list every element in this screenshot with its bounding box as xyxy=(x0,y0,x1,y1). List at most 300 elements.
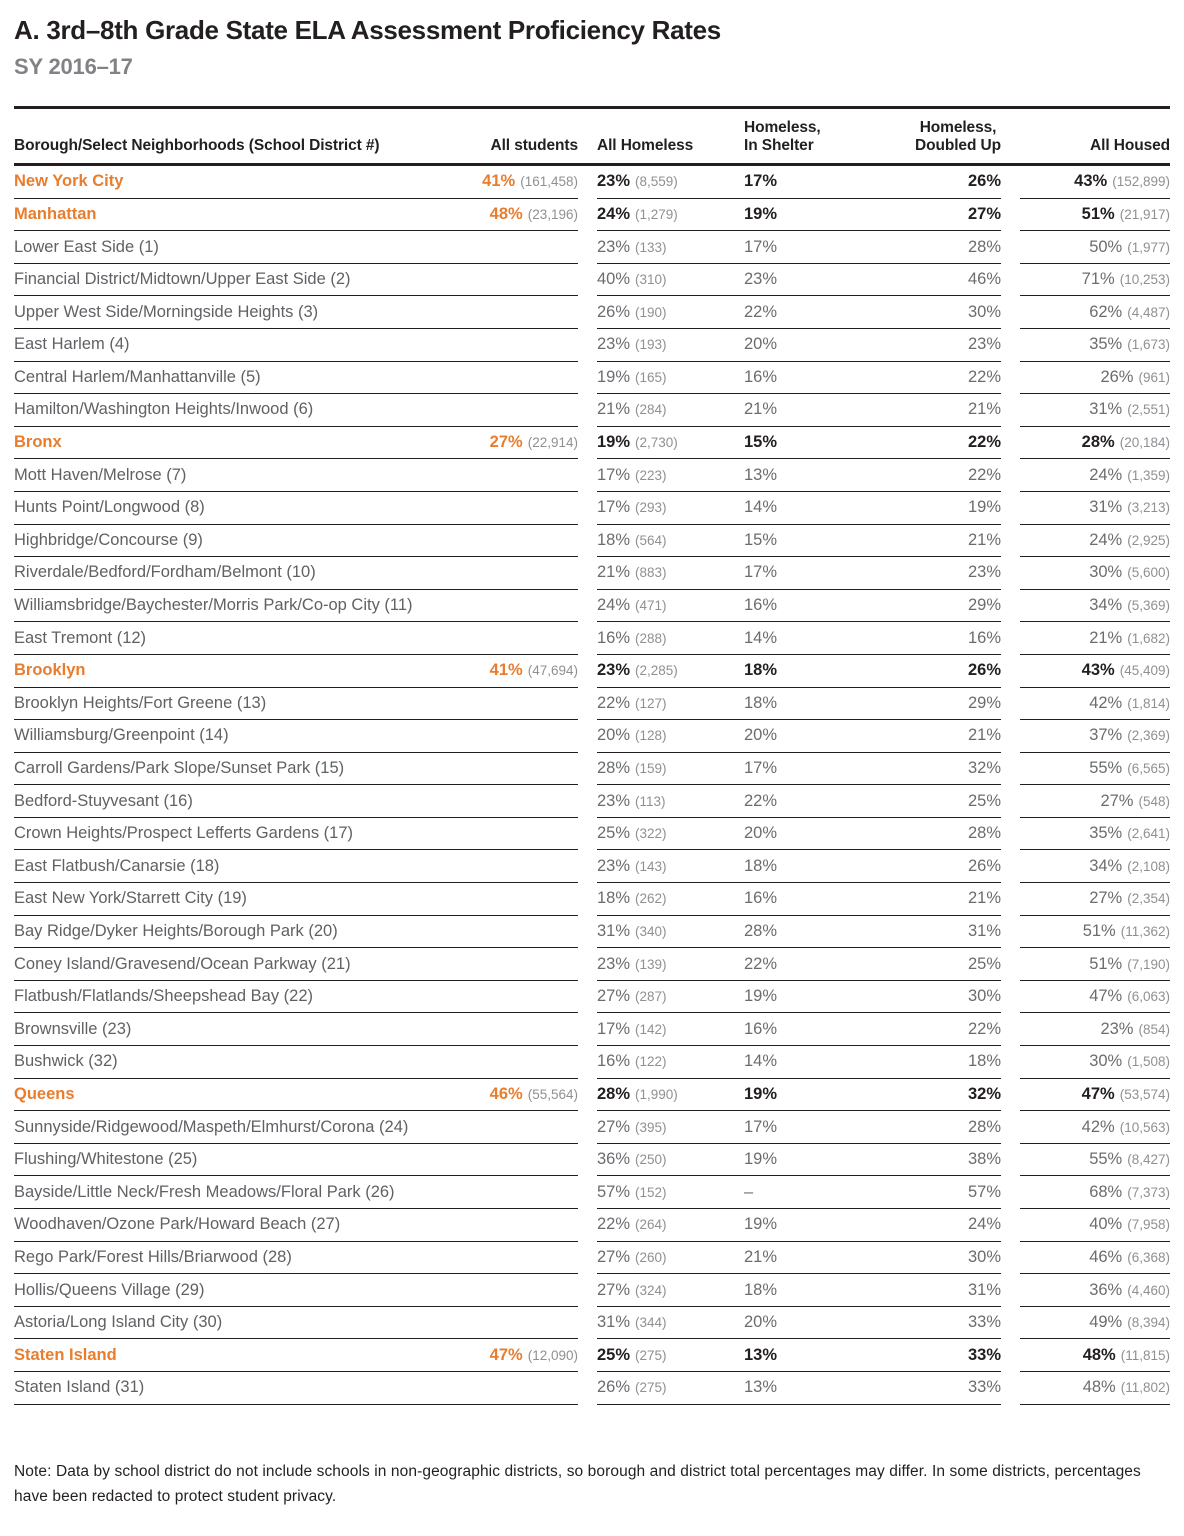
doubled-up-pct: 25% xyxy=(967,954,1001,973)
table-row xyxy=(14,1242,1170,1275)
all-housed-cell xyxy=(1089,857,1170,876)
column-gap xyxy=(1001,1372,1020,1405)
in-shelter-pct: 17% xyxy=(744,1117,778,1136)
all-homeless-cell xyxy=(597,1020,744,1039)
column-gap xyxy=(1001,427,1020,460)
all-homeless-count: (127) xyxy=(635,695,667,711)
column-gap xyxy=(578,916,597,949)
in-shelter-cell xyxy=(744,433,862,452)
doubled-up-cell xyxy=(862,433,1001,452)
all-housed-cell xyxy=(1089,759,1170,778)
all-homeless-pct: 16% xyxy=(597,1052,631,1071)
doubled-up-cell xyxy=(862,563,1001,582)
column-gap xyxy=(1001,720,1020,753)
column-gap xyxy=(578,1242,597,1275)
row-label: Crown Heights/Prospect Lefferts Gardens (17) xyxy=(14,824,354,843)
all-housed-count: (1,977) xyxy=(1127,239,1170,255)
all-housed-count: (548) xyxy=(1138,793,1170,809)
all-homeless-cell xyxy=(597,1378,744,1397)
table-body xyxy=(14,166,1170,1405)
in-shelter-cell xyxy=(744,1215,862,1234)
all-housed-cell xyxy=(1082,270,1170,289)
column-header-in-shelter xyxy=(744,119,862,155)
column-gap xyxy=(578,231,597,264)
in-shelter-pct: 14% xyxy=(744,628,778,647)
in-shelter-cell xyxy=(744,596,862,615)
row-label: Flushing/Whitestone (25) xyxy=(14,1150,198,1169)
all-housed-pct: 30% xyxy=(1089,563,1123,582)
table-row xyxy=(14,850,1170,883)
all-homeless-cell xyxy=(597,400,744,419)
doubled-up-cell xyxy=(862,1215,1001,1234)
doubled-up-cell xyxy=(862,1020,1001,1039)
all-housed-count: (20,184) xyxy=(1119,435,1170,451)
all-homeless-pct: 40% xyxy=(597,270,631,289)
header-line: Doubled Up xyxy=(915,137,1001,155)
column-gap xyxy=(578,1176,597,1209)
table-row xyxy=(14,362,1170,395)
all-housed-count: (1,359) xyxy=(1127,467,1170,483)
doubled-up-cell xyxy=(862,629,1001,648)
all-homeless-pct: 31% xyxy=(597,1313,631,1332)
in-shelter-pct: 16% xyxy=(744,367,778,386)
in-shelter-cell xyxy=(744,238,862,257)
doubled-up-pct: 33% xyxy=(967,1313,1001,1332)
in-shelter-cell xyxy=(744,1281,862,1300)
in-shelter-pct: 15% xyxy=(744,530,778,549)
all-homeless-pct: 21% xyxy=(597,400,631,419)
all-housed-pct: 40% xyxy=(1089,1215,1123,1234)
doubled-up-pct: 22% xyxy=(967,465,1001,484)
in-shelter-pct: 18% xyxy=(744,661,778,680)
table-row xyxy=(14,818,1170,851)
all-homeless-pct: 28% xyxy=(597,1084,631,1103)
all-homeless-pct: 24% xyxy=(597,596,631,615)
in-shelter-cell xyxy=(744,1313,862,1332)
row-label: East New York/Starrett City (19) xyxy=(14,889,247,908)
in-shelter-cell xyxy=(744,1378,862,1397)
row-label: Hamilton/Washington Heights/Inwood (6) xyxy=(14,400,314,419)
in-shelter-cell xyxy=(744,824,862,843)
doubled-up-cell xyxy=(862,792,1001,811)
all-students-count: (12,090) xyxy=(527,1347,578,1363)
column-gap xyxy=(1001,329,1020,362)
all-homeless-count: (275) xyxy=(635,1380,667,1396)
table-row xyxy=(14,916,1170,949)
in-shelter-cell xyxy=(744,792,862,811)
all-homeless-pct: 18% xyxy=(597,530,631,549)
doubled-up-pct: 19% xyxy=(967,498,1001,517)
row-label: Hunts Point/Longwood (8) xyxy=(14,498,205,517)
all-homeless-cell xyxy=(597,368,744,387)
in-shelter-cell xyxy=(744,661,862,680)
all-homeless-pct: 16% xyxy=(597,628,631,647)
doubled-up-pct: 32% xyxy=(967,759,1001,777)
in-shelter-pct: – xyxy=(744,1182,754,1201)
all-housed-pct: 34% xyxy=(1089,596,1123,615)
row-label: Woodhaven/Ozone Park/Howard Beach (27) xyxy=(14,1215,341,1234)
all-homeless-cell xyxy=(597,596,744,615)
column-gap xyxy=(578,1274,597,1307)
all-housed-pct: 36% xyxy=(1089,1280,1123,1299)
all-housed-pct: 55% xyxy=(1089,1150,1123,1169)
all-housed-pct: 35% xyxy=(1089,335,1123,354)
all-housed-pct: 27% xyxy=(1100,791,1134,810)
all-homeless-pct: 36% xyxy=(597,1150,631,1169)
doubled-up-cell xyxy=(862,1085,1001,1104)
table-row xyxy=(14,1274,1170,1307)
doubled-up-cell xyxy=(862,303,1001,322)
in-shelter-pct: 22% xyxy=(744,954,778,973)
column-gap xyxy=(578,850,597,883)
in-shelter-pct: 16% xyxy=(744,596,778,615)
row-label: Astoria/Long Island City (30) xyxy=(14,1313,223,1332)
in-shelter-pct: 17% xyxy=(744,237,778,256)
all-homeless-count: (113) xyxy=(635,793,666,809)
all-housed-pct: 30% xyxy=(1089,1052,1123,1071)
all-housed-cell xyxy=(1089,335,1170,354)
all-housed-pct: 24% xyxy=(1089,465,1123,484)
in-shelter-pct: 21% xyxy=(744,400,778,419)
table-row xyxy=(14,264,1170,297)
in-shelter-cell xyxy=(744,172,862,191)
all-housed-cell xyxy=(1074,172,1170,191)
in-shelter-cell xyxy=(744,1183,862,1202)
in-shelter-pct: 22% xyxy=(744,302,778,321)
doubled-up-cell xyxy=(862,1150,1001,1169)
all-students-cell xyxy=(490,205,578,224)
all-housed-pct: 47% xyxy=(1089,987,1123,1006)
all-housed-count: (7,190) xyxy=(1127,956,1170,972)
in-shelter-cell xyxy=(744,955,862,974)
all-housed-cell xyxy=(1100,368,1170,387)
column-gap xyxy=(1001,981,1020,1014)
doubled-up-pct: 25% xyxy=(967,791,1001,810)
table-row xyxy=(14,622,1170,655)
row-label: Upper West Side/Morningside Heights (3) xyxy=(14,302,319,321)
column-gap xyxy=(1001,688,1020,721)
all-homeless-cell xyxy=(597,1281,744,1300)
all-homeless-cell xyxy=(597,563,744,582)
all-homeless-cell xyxy=(597,303,744,322)
all-homeless-count: (293) xyxy=(635,500,667,516)
all-homeless-pct: 19% xyxy=(597,433,631,452)
all-homeless-cell xyxy=(597,1248,744,1267)
doubled-up-cell xyxy=(862,922,1001,941)
all-homeless-pct: 20% xyxy=(597,726,631,745)
in-shelter-cell xyxy=(744,922,862,941)
all-students-pct: 46% xyxy=(489,1084,523,1103)
all-homeless-pct: 25% xyxy=(597,824,631,843)
table-row xyxy=(14,1079,1170,1112)
all-housed-count: (4,487) xyxy=(1127,304,1170,320)
all-homeless-cell xyxy=(597,238,744,257)
in-shelter-pct: 15% xyxy=(744,433,778,452)
column-gap xyxy=(578,525,597,558)
doubled-up-cell xyxy=(862,596,1001,615)
table-row xyxy=(14,948,1170,981)
column-gap xyxy=(1001,655,1020,688)
in-shelter-pct: 22% xyxy=(744,791,778,810)
all-housed-pct: 23% xyxy=(1100,1019,1134,1038)
table-row xyxy=(14,1144,1170,1177)
column-gap xyxy=(578,688,597,721)
doubled-up-cell xyxy=(862,466,1001,485)
doubled-up-pct: 28% xyxy=(967,824,1001,843)
all-homeless-cell xyxy=(597,1183,744,1202)
all-housed-count: (1,508) xyxy=(1127,1054,1170,1070)
all-housed-cell xyxy=(1089,238,1170,257)
row-label: Bronx xyxy=(14,433,62,452)
all-homeless-cell xyxy=(597,629,744,648)
all-housed-cell xyxy=(1089,466,1170,485)
all-housed-pct: 43% xyxy=(1081,661,1115,680)
row-label: Bay Ridge/Dyker Heights/Borough Park (20) xyxy=(14,921,338,940)
all-housed-count: (1,682) xyxy=(1127,630,1170,646)
doubled-up-cell xyxy=(862,824,1001,843)
table-row xyxy=(14,459,1170,492)
doubled-up-pct: 27% xyxy=(967,204,1001,223)
all-housed-pct: 55% xyxy=(1089,759,1123,777)
doubled-up-pct: 21% xyxy=(967,889,1001,908)
row-label: Staten Island (31) xyxy=(14,1378,145,1397)
row-label: Manhattan xyxy=(14,204,97,223)
doubled-up-pct: 33% xyxy=(967,1345,1001,1364)
all-students-cell xyxy=(490,1085,578,1104)
all-homeless-count: (284) xyxy=(635,402,667,418)
column-gap xyxy=(578,948,597,981)
all-students-count: (55,564) xyxy=(527,1086,578,1102)
all-housed-count: (6,063) xyxy=(1127,989,1170,1005)
table-row xyxy=(14,296,1170,329)
all-housed-count: (2,641) xyxy=(1127,826,1170,842)
doubled-up-pct: 23% xyxy=(967,563,1001,582)
in-shelter-pct: 14% xyxy=(744,498,778,517)
table-row xyxy=(14,492,1170,525)
in-shelter-pct: 19% xyxy=(744,204,778,223)
all-housed-count: (2,369) xyxy=(1127,728,1170,744)
all-housed-count: (2,551) xyxy=(1127,402,1170,418)
all-housed-count: (6,368) xyxy=(1127,1249,1170,1265)
column-gap xyxy=(1001,459,1020,492)
all-homeless-pct: 22% xyxy=(597,1215,631,1234)
in-shelter-pct: 13% xyxy=(744,1378,778,1397)
all-homeless-pct: 27% xyxy=(597,987,631,1006)
all-homeless-pct: 26% xyxy=(597,302,631,321)
table-row xyxy=(14,427,1170,460)
all-housed-pct: 48% xyxy=(1082,1345,1116,1364)
table-row xyxy=(14,166,1170,199)
column-gap xyxy=(578,622,597,655)
all-homeless-cell xyxy=(597,1313,744,1332)
table-row xyxy=(14,655,1170,688)
all-housed-count: (2,925) xyxy=(1127,532,1170,548)
all-housed-count: (2,354) xyxy=(1127,891,1170,907)
column-gap xyxy=(578,264,597,297)
column-gap xyxy=(578,818,597,851)
doubled-up-pct: 32% xyxy=(967,1084,1001,1103)
row-label: East Tremont (12) xyxy=(14,628,147,647)
all-housed-pct: 27% xyxy=(1089,889,1123,908)
in-shelter-cell xyxy=(744,1052,862,1071)
in-shelter-cell xyxy=(744,531,862,550)
row-label: Brownsville (23) xyxy=(14,1019,132,1038)
row-label: Bedford-Stuyvesant (16) xyxy=(14,791,193,810)
in-shelter-cell xyxy=(744,694,862,713)
all-housed-count: (11,815) xyxy=(1120,1347,1170,1363)
row-label: Coney Island/Gravesend/Ocean Parkway (21) xyxy=(14,954,351,973)
in-shelter-cell xyxy=(744,1118,862,1137)
table-row xyxy=(14,753,1170,786)
all-homeless-cell xyxy=(597,922,744,941)
doubled-up-pct: 23% xyxy=(967,335,1001,354)
row-label: Financial District/Midtown/Upper East Side (2) xyxy=(14,270,351,289)
all-housed-count: (152,899) xyxy=(1112,174,1170,190)
column-gap xyxy=(1001,199,1020,232)
all-housed-count: (5,600) xyxy=(1127,565,1170,581)
all-students-count: (161,458) xyxy=(520,174,578,190)
column-gap xyxy=(1001,883,1020,916)
all-housed-cell xyxy=(1089,498,1170,517)
all-homeless-count: (344) xyxy=(635,1315,667,1331)
column-gap xyxy=(578,785,597,818)
all-homeless-count: (395) xyxy=(635,1119,667,1135)
all-housed-count: (854) xyxy=(1138,1021,1170,1037)
doubled-up-pct: 22% xyxy=(967,1019,1001,1038)
all-homeless-count: (159) xyxy=(635,761,667,776)
column-gap xyxy=(578,1111,597,1144)
column-gap xyxy=(578,1079,597,1112)
table-row xyxy=(14,981,1170,1014)
all-homeless-pct: 23% xyxy=(597,791,631,810)
in-shelter-cell xyxy=(744,498,862,517)
all-housed-count: (6,565) xyxy=(1127,761,1170,776)
doubled-up-cell xyxy=(862,1183,1001,1202)
all-homeless-count: (142) xyxy=(635,1021,667,1037)
column-gap xyxy=(1001,785,1020,818)
in-shelter-pct: 16% xyxy=(744,1019,778,1038)
header-line: Homeless, xyxy=(744,119,821,137)
all-housed-cell xyxy=(1089,1150,1170,1169)
all-housed-pct: 37% xyxy=(1089,726,1123,745)
column-gap xyxy=(578,296,597,329)
in-shelter-cell xyxy=(744,889,862,908)
all-homeless-count: (883) xyxy=(635,565,667,581)
doubled-up-cell xyxy=(862,987,1001,1006)
all-housed-cell xyxy=(1089,726,1170,745)
in-shelter-pct: 19% xyxy=(744,1215,778,1234)
doubled-up-cell xyxy=(862,172,1001,191)
column-gap xyxy=(1001,231,1020,264)
all-homeless-pct: 21% xyxy=(597,563,631,582)
all-housed-pct: 24% xyxy=(1089,530,1123,549)
all-homeless-pct: 57% xyxy=(597,1182,631,1201)
all-housed-count: (8,427) xyxy=(1127,1152,1170,1168)
all-homeless-count: (139) xyxy=(635,956,667,972)
row-label: East Flatbush/Canarsie (18) xyxy=(14,856,220,875)
all-students-pct: 47% xyxy=(489,1345,523,1364)
column-gap xyxy=(578,1372,597,1405)
column-gap xyxy=(1001,166,1020,199)
column-header-all-homeless: All Homeless xyxy=(597,137,694,155)
all-housed-pct: 47% xyxy=(1081,1084,1115,1103)
all-housed-cell xyxy=(1089,303,1170,322)
all-homeless-cell xyxy=(597,1085,744,1104)
in-shelter-cell xyxy=(744,400,862,419)
all-housed-pct: 31% xyxy=(1089,400,1123,419)
all-homeless-count: (122) xyxy=(635,1054,667,1070)
column-gap xyxy=(578,753,597,786)
all-housed-pct: 51% xyxy=(1089,954,1123,973)
all-homeless-pct: 23% xyxy=(597,335,631,354)
column-gap xyxy=(578,1339,597,1372)
all-housed-count: (5,369) xyxy=(1127,598,1170,614)
doubled-up-cell xyxy=(862,955,1001,974)
table-row xyxy=(14,1307,1170,1340)
in-shelter-cell xyxy=(744,563,862,582)
all-homeless-cell xyxy=(597,726,744,745)
all-homeless-cell xyxy=(597,1150,744,1169)
in-shelter-cell xyxy=(744,205,862,224)
all-homeless-pct: 23% xyxy=(597,856,631,875)
all-housed-pct: 26% xyxy=(1100,367,1134,386)
doubled-up-pct: 22% xyxy=(967,433,1001,452)
all-homeless-pct: 23% xyxy=(597,172,631,191)
report-page xyxy=(0,16,1184,1509)
header-line: Homeless, xyxy=(919,119,997,137)
in-shelter-pct: 19% xyxy=(744,987,778,1006)
row-label: East Harlem (4) xyxy=(14,335,130,354)
column-header-neighborhood: Borough/Select Neighborhoods (School District #) xyxy=(14,137,380,155)
row-label: Highbridge/Concourse (9) xyxy=(14,530,203,549)
table-row xyxy=(14,1209,1170,1242)
doubled-up-cell xyxy=(862,1118,1001,1137)
all-housed-count: (7,373) xyxy=(1127,1184,1170,1200)
doubled-up-cell xyxy=(862,368,1001,387)
in-shelter-pct: 20% xyxy=(744,824,778,843)
all-housed-pct: 49% xyxy=(1089,1313,1123,1332)
all-homeless-cell xyxy=(597,759,744,778)
row-label: Staten Island xyxy=(14,1345,117,1364)
header-line: In Shelter xyxy=(744,137,814,155)
doubled-up-pct: 21% xyxy=(967,726,1001,745)
all-housed-count: (1,673) xyxy=(1127,337,1170,353)
all-housed-cell xyxy=(1083,922,1170,941)
doubled-up-pct: 30% xyxy=(967,302,1001,321)
all-homeless-count: (8,559) xyxy=(635,174,678,190)
all-homeless-cell xyxy=(597,792,744,811)
all-housed-cell xyxy=(1089,987,1170,1006)
column-gap xyxy=(1001,557,1020,590)
in-shelter-pct: 21% xyxy=(744,1247,778,1266)
all-homeless-cell xyxy=(597,889,744,908)
all-housed-cell xyxy=(1083,1346,1170,1365)
all-housed-cell xyxy=(1082,661,1170,680)
all-housed-cell xyxy=(1100,1020,1170,1039)
all-homeless-cell xyxy=(597,531,744,550)
doubled-up-pct: 26% xyxy=(967,172,1001,191)
table-row xyxy=(14,720,1170,753)
all-housed-count: (45,409) xyxy=(1119,663,1170,679)
all-homeless-pct: 17% xyxy=(597,1019,631,1038)
all-students-pct: 41% xyxy=(482,172,516,191)
all-homeless-count: (275) xyxy=(635,1347,667,1363)
all-homeless-count: (310) xyxy=(635,272,667,288)
in-shelter-pct: 19% xyxy=(744,1084,778,1103)
column-gap xyxy=(1001,850,1020,883)
all-housed-cell xyxy=(1083,1378,1170,1397)
column-gap xyxy=(1001,362,1020,395)
